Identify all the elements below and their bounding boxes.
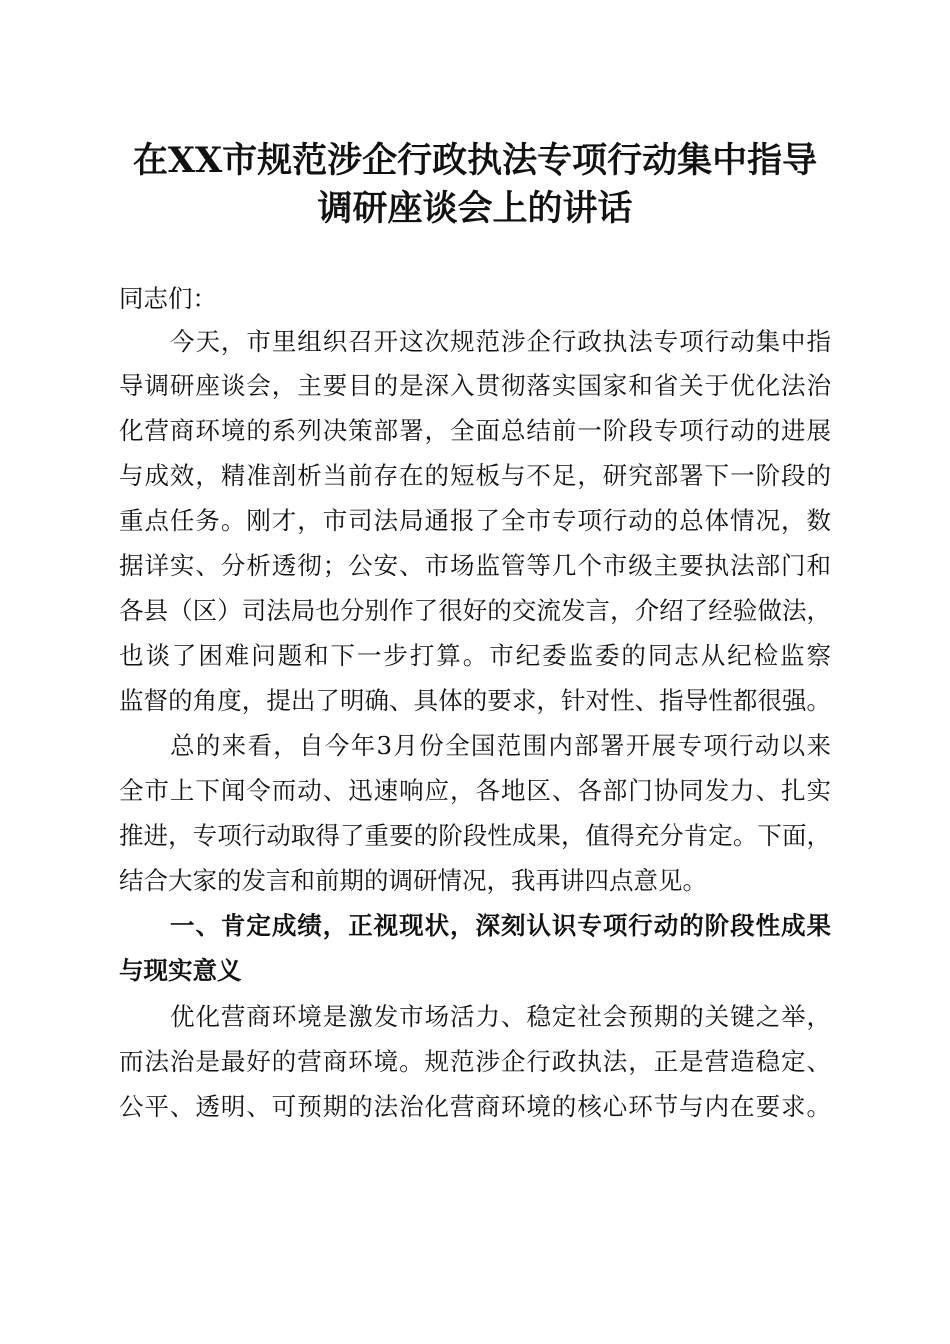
paragraph-1-line: 监督的角度，提出了明确、具体的要求，针对性、指导性都很强。: [119, 686, 831, 715]
paragraph-1-line: 也谈了困难问题和下一步打算。市纪委监委的同志从纪检监察: [119, 641, 831, 670]
paragraph-2-line: 推进，专项行动取得了重要的阶段性成果，值得充分肯定。下面，: [119, 821, 831, 850]
paragraph-1-line: 导调研座谈会，主要目的是深入贯彻落实国家和省关于优化法治: [119, 371, 831, 400]
paragraph-1-line: 重点任务。刚才，市司法局通报了全市专项行动的总体情况，数: [119, 506, 831, 535]
document-title-line-1: 在XX市规范涉企行政执法专项行动集中指导: [132, 140, 818, 181]
paragraph-2-line: 结合大家的发言和前期的调研情况，我再讲四点意见。: [119, 866, 707, 895]
paragraph-2-line: 全市上下闻令而动、迅速响应，各地区、各部门协同发力、扎实: [119, 776, 831, 805]
document-title-line-2: 调研座谈会上的讲话: [317, 188, 633, 229]
section-1-heading-line: 一、肯定成绩，正视现状，深刻认识专项行动的阶段性成果: [170, 911, 831, 940]
greeting: 同志们：: [119, 284, 217, 313]
section-1-heading-line: 与现实意义: [119, 956, 242, 985]
paragraph-1-line: 化营商环境的系列决策部署，全面总结前一阶段专项行动的进展: [119, 416, 831, 445]
paragraph-1-line: 各县（区）司法局也分别作了很好的交流发言，介绍了经验做法，: [119, 596, 831, 625]
paragraph-2-line: 总的来看，自今年3月份全国范围内部署开展专项行动以来: [170, 731, 831, 760]
section-1-body-line: 优化营商环境是激发市场活力、稳定社会预期的关键之举，: [170, 1002, 831, 1031]
section-1-body-line: 公平、透明、可预期的法治化营商环境的核心环节与内在要求。: [119, 1092, 831, 1121]
section-1-body-line: 而法治是最好的营商环境。规范涉企行政执法，正是营造稳定、: [119, 1047, 831, 1076]
paragraph-1-line: 据详实、分析透彻；公安、市场监管等几个市级主要执法部门和: [119, 551, 831, 580]
paragraph-1-line: 今天，市里组织召开这次规范涉企行政执法专项行动集中指: [170, 327, 831, 356]
paragraph-1-line: 与成效，精准剖析当前存在的短板与不足，研究部署下一阶段的: [119, 461, 831, 490]
